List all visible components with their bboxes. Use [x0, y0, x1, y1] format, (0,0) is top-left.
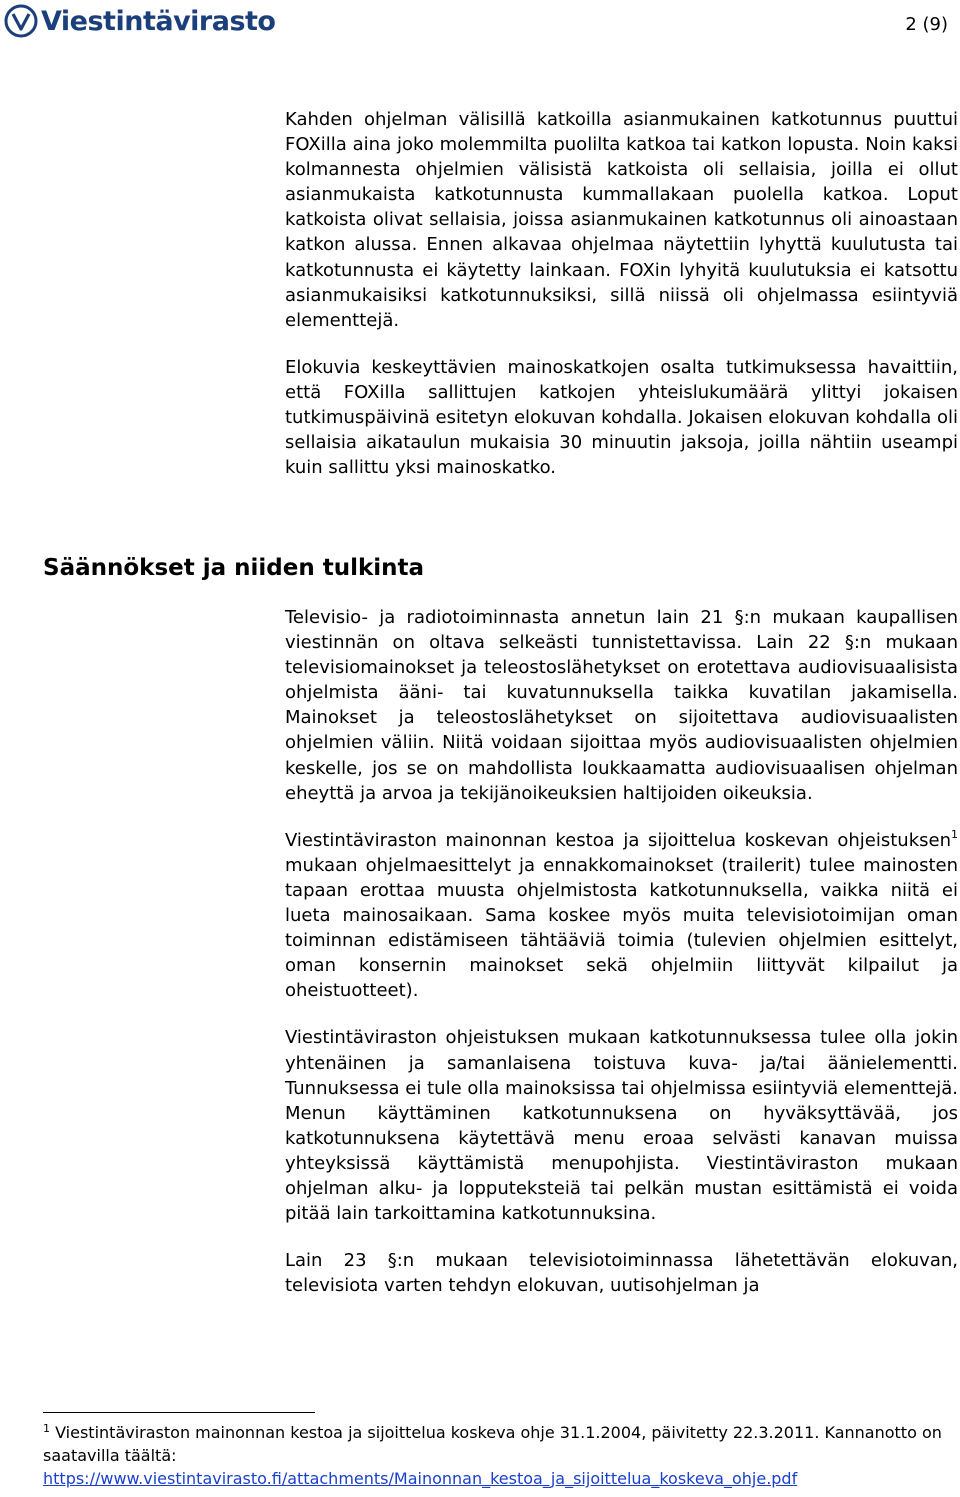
footnote-divider [43, 1412, 315, 1413]
footnote-text: Viestintäviraston mainonnan kestoa ja sijoittelua koskeva ohje 31.1.2004, päivitetty 22.3.2011. Kannanotto on saatavilla täältä: [43, 1423, 942, 1465]
body-column-2 [285, 605, 958, 1320]
viestintavirasto-logo-icon [4, 4, 38, 38]
section-heading: Säännökset ja niiden tulkinta [43, 555, 425, 581]
footnote-marker: 1 [43, 1422, 50, 1435]
paragraph: Kahden ohjelman välisillä katkoilla asianmukainen katkotunnus puuttui FOXilla aina joko molemmilta puolilta katkoa tai katkon lopusta. Noin kaksi kolmannesta ohjelmien välisistä katkoista oli sellaisia, joilla ei ollut asianmukaista katkotunnusta kummallakaan puolella katkoa. Loput katkoista olivat sellaisia, joissa asianmukainen katkotunnus oli ainoastaan katkon alussa. Ennen alkavaa ohjelmaa näytettiin lyhyttä kuulutusta tai katkotunnusta ei käytetty lainkaan. FOXin lyhyitä kuulutuksia ei katsottu asianmukaisiksi katkotunnuksiksi, sillä niissä oli ohjelmassa esiintyviä elementtejä. [285, 109, 958, 331]
paragraph: Viestintäviraston ohjeistuksen mukaan katkotunnuksessa tulee olla jokin yhtenäinen ja samanlaisena toistuva kuva- ja/tai äänielementti. Tunnuksessa ei tule olla mainoksissa tai ohjelmissa esiintyviä elementtejä. Menun käyttäminen katkotunnuksena on hyväksyttävää, jos katkotunnuksena käytettävä menu eroaa selvästi kanavan muissa yhteyksissä käyttämistä menupohjista. Viestintäviraston mukaan ohjelman alku- ja lopputeksteiä tai pelkän mustan esittämistä ei voida pitää lain tarkoittamina katkotunnuksina. [285, 1027, 958, 1225]
footnote-reference[interactable]: 1 [951, 827, 958, 841]
paragraph: Elokuvia keskeyttävien mainoskatkojen osalta tutkimuksessa havaittiin, että FOXilla sallittujen katkojen yhteislukumäärä ylittyi jokaisen tutkimuspäivinä esitetyn elokuvan kohdalla. Jokaisen elokuvan kohdalla oli sellaisia aikataulun mukaisia 30 minuutin jaksoja, joilla nähtiin useampi kuin sallittu yksi mainoskatko. [285, 356, 958, 479]
paragraph-with-footnote-ref: Viestintäviraston mainonnan kestoa ja sijoittelua koskevan ohjeistuksen$^1$ mukaan ohjelmaesittelyt ja ennakkomainokset (trailerit) tulee mainosten tapaan erottaa muusta ohjelmistosta katkotunnuksella, vaikka niitä ei lueta mainosaikaan. Sama koskee myös muita televisiotoimijan oman toiminnan edistämiseen tähtääviä toimia (tulevien ohjelmien esittelyt, oman konsernin mainokset sekä ohjelmiin liittyvät kilpailut ja oheistuotteet). [285, 827, 958, 1002]
footnote [43, 1421, 958, 1490]
footnote-link[interactable]: https://www.viestintavirasto.fi/attachments/Mainonnan_kestoa_ja_sijoittelua_koskeva_ohje.pdf [43, 1469, 798, 1488]
paragraph: Lain 23 §:n mukaan televisiotoiminnassa lähetettävän elokuvan, televisiota varten tehdyn elokuvan, uutisohjelman ja [285, 1250, 958, 1297]
logo-text: Viestintävirasto [41, 5, 276, 37]
paragraph: Televisio- ja radiotoiminnasta annetun lain 21 §:n mukaan kaupallisen viestinnän on oltava selkeästi tunnistettavissa. Lain 22 §:n mukaan televisiomainokset ja teleostoslähetykset on erotettava audiovisuaalisista ohjelmista ääni- tai kuvatunnuksella taikka kuvatilan jakamisella. Mainokset ja teleostoslähetykset on sijoitettava audiovisuaalisten ohjelmien väliin. Niitä voidaan sijoittaa myös audiovisuaalisten ohjelmien keskelle, jos se on mahdollista loukkaamatta audiovisuaalisen ohjelman eheyttä ja arvoa ja tekijänoikeuksien haltijoiden oikeuksia. [285, 607, 958, 804]
body-column-1 [285, 107, 958, 502]
page-number: 2 (9) [905, 14, 948, 35]
logo [4, 4, 276, 38]
